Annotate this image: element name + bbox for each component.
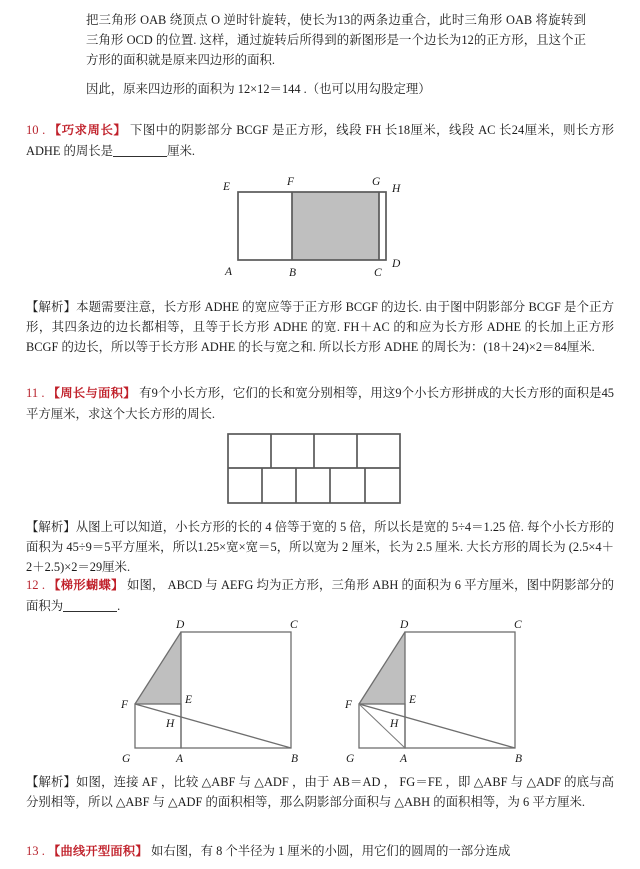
problem-10-statement-tail: 厘米. [167,143,195,158]
figure-12r-label-B: B [515,753,523,765]
problem-10-answer-blank[interactable] [113,144,167,157]
figure-10-label-D: D [392,258,401,270]
problem-12-statement [26,575,614,616]
problem-11-solution-body [26,517,614,577]
problem-12-answer-blank[interactable] [63,599,117,612]
figure-12l-label-B: B [291,753,299,765]
problem-12-solution-body [26,772,614,812]
problem-10 [26,120,614,161]
figure-12r-label-H: H [390,718,399,730]
problem-12-statement-text: 如图， ABCD 与 AEFG 均为正方形，三角形 ABH 的面积为 6 平方厘米，图中阴影部分的面积为 [26,578,614,613]
figure-10-label-B: B [289,267,297,279]
figure-12r-label-D: D [400,619,409,631]
figure-12l-label-G: G [122,753,131,765]
figure-12r-label-A: A [400,753,408,765]
intro-block [86,10,586,99]
problem-10-tag: 【巧求周长】 [48,123,127,137]
figure-12l-label-D: D [176,619,185,631]
problem-13-statement-text: 如右图，有 8 个半径为 1 厘米的小圆，用它们的圆周的一部分连成 [151,844,511,858]
problem-10-solution-label: 【解析】 [26,300,77,314]
figure-12l-label-C: C [290,619,298,631]
figure-10-label-G: G [372,176,381,188]
figure-10-label-F: F [287,176,295,188]
figure-12l-label-F: F [121,699,129,711]
figure-10-label-H: H [392,183,401,195]
problem-11-solution [26,517,614,577]
problem-12-statement-tail: . [117,598,121,613]
figure-12l-label-E: E [185,694,193,706]
problem-10-statement-text: 下图中的阴影部分 BCGF 是正方形，线段 FH 长18厘米，线段 AC 长24厘米，则长方形 ADHE 的周长是 [26,123,614,158]
figure-10-label-A: A [225,266,233,278]
figure-12l-label-H: H [166,718,175,730]
figure-10-label-E: E [223,181,231,193]
problem-12-solution-text: 如图，连接 AF ，比较 △ABF 与 △ADF ，由于 AB＝AD ， FG＝FE ，即 △ABF 与 △ADF 的底与高分别相等，所以 △ABF 与 △ADF 的面积相等，那么阴影部分面积与 △ABH 的面积相等，为 6 平方厘米. [26,775,615,810]
problem-10-solution-text: 本题需要注意，长方形 ADHE 的宽应等于正方形 BCGF 的边长. 由于图中阴影部分 BCGF 是个正方形，其四条边的边长都相等，且等于长方形 ADHE 的宽. FH＋AC 的和应为长方形 ADHE 的长加上正方形 BCGF 的边长，所以等于长方形 ADHE 的长与宽之和. 所以长方形 ADHE 的周长为：(18＋24)×2＝84厘米. [26,300,615,355]
figure-problem-12-left [104,618,314,768]
problem-13 [26,841,614,862]
problem-11 [26,383,614,424]
figure-12r-label-G: G [346,753,355,765]
figure-problem-11 [200,428,440,508]
figure-12r-label-F: F [345,699,353,711]
figure-12r-label-C: C [514,619,522,631]
problem-12-number: 12 . [26,578,45,592]
problem-11-solution-label: 【解析】 [26,520,76,534]
problem-10-solution [26,297,614,357]
problem-13-number: 13 . [26,844,45,858]
problem-13-tag: 【曲线开型面积】 [48,844,148,858]
figure-problem-10 [200,172,420,280]
problem-11-solution-text: 从图上可以知道，小长方形的长的 4 倍等于宽的 5 倍，所以长是宽的 5÷4＝1.25 倍. 每个小长方形的面积为 45÷9＝5平方厘米，所以1.25×宽×宽＝5，所以宽为 2 厘米，长为 2.5 厘米. 大长方形的周长为 (2.5×4＋2＋2.5)×2＝29厘米. [26,520,615,575]
figure-12r-label-E: E [409,694,417,706]
problem-13-statement [26,841,614,862]
problem-12-solution [26,772,614,812]
problem-12-tag: 【梯形蝴蝶】 [48,578,124,592]
problem-11-statement [26,383,614,424]
problem-10-number: 10 . [26,123,46,137]
problem-10-statement [26,120,614,161]
problem-10-solution-body [26,297,614,357]
problem-11-tag: 【周长与面积】 [47,386,136,400]
intro-paragraph-2: 因此，原来四边形的面积为 12×12＝144 .（也可以用勾股定理） [86,82,431,97]
problem-11-statement-text: 有9个小长方形，它们的长和宽分别相等，用这9个小长方形拼成的大长方形的面积是45平方厘米，求这个大长方形的周长. [26,386,614,421]
problem-12-solution-label: 【解析】 [26,775,77,789]
problem-11-number: 11 . [26,386,45,400]
intro-paragraph-1: 把三角形 OAB 绕顶点 O 逆时针旋转，使长为13的两条边重合，此时三角形 OAB 将旋转到三角形 OCD 的位置. 这样，通过旋转后所得到的新图形是一个边长为12的正方形，且这个正方形的面积就是原来四边形的面积. [86,13,586,68]
figure-10-label-C: C [374,267,382,279]
problem-12 [26,575,614,616]
figure-problem-12-right [328,618,538,768]
figure-12l-label-A: A [176,753,184,765]
